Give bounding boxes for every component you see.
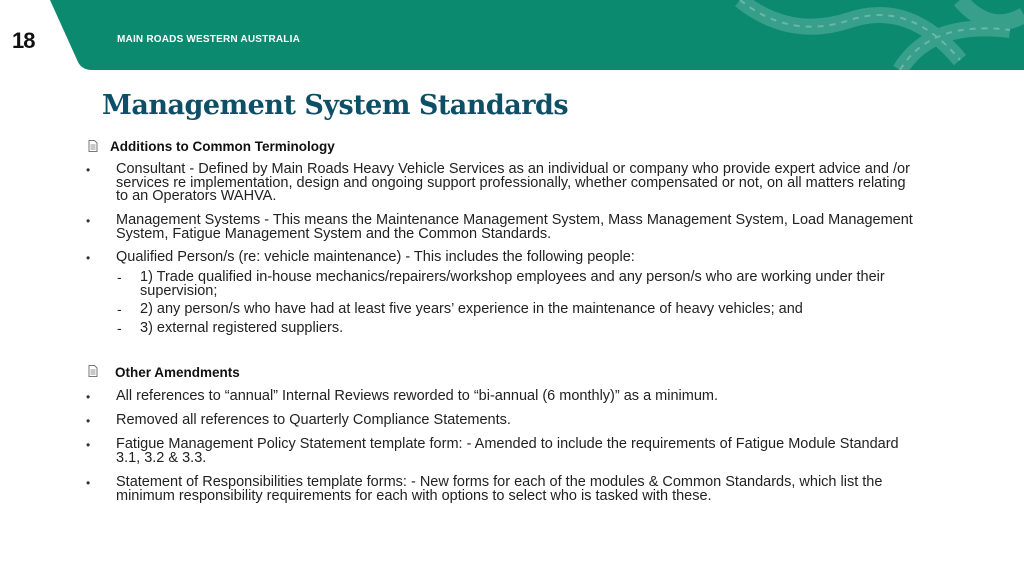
dash-marker: - — [117, 320, 122, 336]
document-icon — [88, 140, 98, 152]
dash-marker: - — [117, 301, 122, 317]
sub-list-item: 1) Trade qualified in-house mechanics/repairers/workshop employees and any person/s who are working under their supervision; — [140, 269, 885, 299]
document-icon — [88, 365, 98, 377]
bullet: • — [86, 414, 91, 428]
section-heading-terminology: Additions to Common Terminology — [110, 139, 335, 154]
page-number: 18 — [12, 28, 35, 53]
dash-marker: - — [117, 269, 122, 285]
bullet: • — [86, 163, 91, 177]
list-item: Consultant - Defined by Main Roads Heavy Vehicle Services as an individual or company who provide expert advice and /or services re implementation, design and ongoing support professionally, whether compensated or not, on all matters relating to an Operators WAHVA. — [116, 161, 910, 204]
bullet: • — [86, 390, 91, 404]
list-item: Statement of Responsibilities template forms: - New forms for each of the modules & Common Standards, which list the minimum responsibility requirements for each with options to select who is tasked with these. — [116, 474, 883, 504]
list-item: Management Systems - This means the Maintenance Management System, Mass Management System, Load Management System, Fatigue Management System and the Common Standards. — [116, 212, 913, 242]
list-item: All references to “annual” Internal Reviews reworded to “bi-annual (6 monthly)” as a minimum. — [116, 388, 719, 404]
sub-list-item: 2) any person/s who have had at least five years’ experience in the maintenance of heavy vehicles; and — [140, 301, 803, 317]
organization-name: MAIN ROADS WESTERN AUSTRALIA — [117, 34, 301, 45]
bullet: • — [86, 476, 91, 490]
sub-list-item: 3) external registered suppliers. — [140, 320, 344, 336]
bullet: • — [86, 251, 91, 265]
page-title: Management System Standards — [102, 90, 569, 121]
list-item: Fatigue Management Policy Statement template form: - Amended to include the requirements of Fatigue Module Standard 3.1, 3.2 & 3.3. — [116, 436, 899, 466]
bullet: • — [86, 438, 91, 452]
list-item: Qualified Person/s (re: vehicle maintenance) - This includes the following people: — [116, 249, 635, 265]
header-banner — [0, 0, 1024, 70]
bullet: • — [86, 214, 91, 228]
list-item: Removed all references to Quarterly Compliance Statements. — [116, 412, 511, 428]
section-heading-amendments: Other Amendments — [115, 365, 240, 380]
